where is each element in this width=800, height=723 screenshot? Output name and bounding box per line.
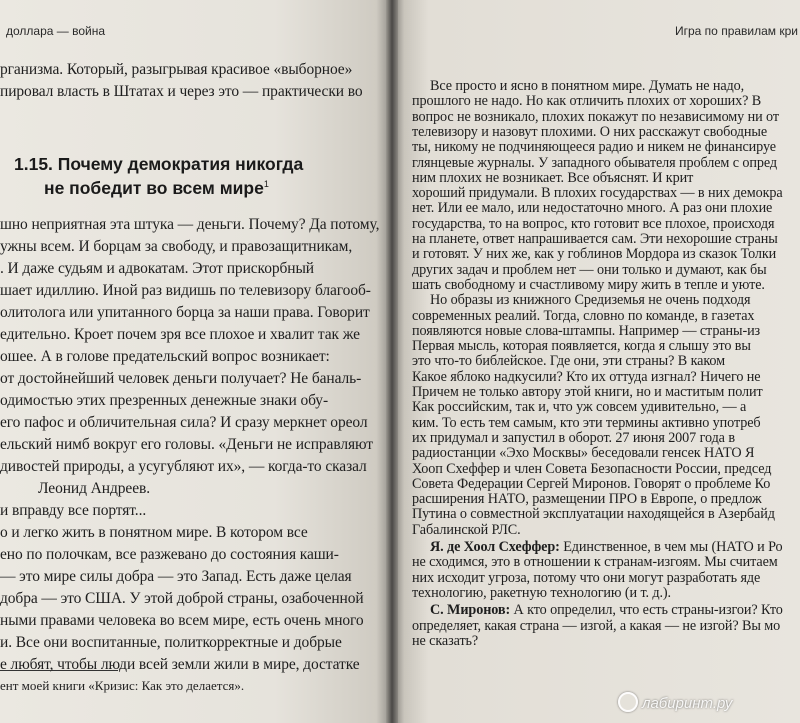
dialog-1-line: Я. де Хоол Схеффер: Единственное, в чем мы (НАТО и Ро xyxy=(430,539,783,555)
text-line: ужны всем. И борцам за свободу, и правозащитникам, xyxy=(0,238,353,255)
book-gutter xyxy=(386,0,398,723)
text-line: добра — это США. У этой доброй страны, озабоченной xyxy=(0,590,364,607)
text-line: их придумал и запустил в оборот. 27 июня 2007 года в xyxy=(412,429,735,446)
text-line: глянцевые журналы. У западного обывателя проблем с опред xyxy=(412,154,778,171)
right-running-head: Игра по правилам кри xyxy=(675,24,798,38)
left-page xyxy=(0,0,392,723)
text-line: рганизма. Который, разыгрывая красивое «выборное» xyxy=(0,61,353,78)
left-running-head: доллара — война xyxy=(6,24,106,38)
text-line: Первая мысль, которая появляется, когда я слышу это вы xyxy=(412,338,751,355)
footnote-marker: 1 xyxy=(263,179,269,190)
text-line: на планете, ответ напрашивается сам. Эти нехорошие страны xyxy=(412,231,778,247)
dialog-2-line: определяет, какая страна — изгой, а какая — не изгой? Вы мо xyxy=(412,617,781,634)
right-page xyxy=(392,0,800,723)
text-line: Как российским, так и, что уж совсем удивительно, — а xyxy=(412,399,747,416)
text-line: шно неприятная эта штука — деньги. Почему? Да потому, xyxy=(0,216,380,233)
text-line: прошлого не надо. Но как отличить плохих от хороших? В xyxy=(412,93,762,110)
text-line: и вправду все портят... xyxy=(0,502,147,519)
dialog-2-line: С. Миронов: А кто определил, что есть страны-изгои? Кто xyxy=(430,602,783,619)
text-line: Габалинской РЛС. xyxy=(412,521,521,538)
text-line: Все просто и ясно в понятном мире. Думать не надо, xyxy=(430,78,745,94)
text-line: это что-то библейское. Где они, эти страны? В каком xyxy=(412,353,726,370)
text-line: шать свободному и счастливому миру жить в тепле и уюте. xyxy=(412,276,765,293)
text-line: олитолога или упитанного борца за наши права. Говорит xyxy=(0,304,370,321)
text-line: — это мире силы добра — это Запад. Есть даже целая xyxy=(0,568,352,585)
text-line: Хооп Схеффер и член Совета Безопасности России, председ xyxy=(412,460,772,477)
text-line: появляются новые слова-штампы. Например — страны-из xyxy=(412,322,761,339)
labirint-watermark: лабиринт.ру xyxy=(618,692,732,712)
text-line: хороший придумали. В плохих государствах — в них демокра xyxy=(412,185,783,202)
text-line: Совета Федерации Сергей Миронов. Говорят о проблеме Ко xyxy=(412,475,771,492)
dialog-1-speaker: Я. де Хоол Схеффер: xyxy=(430,539,560,555)
footnote: ент моей книги «Кризис: Как это делается». xyxy=(0,678,245,693)
footnote-separator xyxy=(0,670,118,671)
dialog-1-line: не сходимся, это в отношении к странам-изгоям. Мы считаем xyxy=(412,554,778,571)
dialog-2-line: не сказать? xyxy=(412,632,479,649)
text-line: телевизору и назовут плохими. О них расскажут свободные xyxy=(412,123,768,140)
text-line: ним плохих не возникает. Все объяснят. И крит xyxy=(412,169,694,186)
text-line: шает идиллию. Иной раз видишь по телевизору благооб- xyxy=(0,282,371,299)
text-line: дивостей природы, а усугубляют их», — когда-то сказал xyxy=(0,458,367,475)
text-line: одимостью этих презренных денежные знаки обу- xyxy=(0,392,329,409)
dialog-2-speaker: С. Миронов: xyxy=(430,602,511,619)
text-line: ено по полочкам, все разжевано до состояния каши- xyxy=(0,546,339,563)
text-line: и. Все они воспитанные, политкорректные и добрые xyxy=(0,634,342,651)
labirint-logo-icon xyxy=(618,692,638,712)
chapter-title-line-2: не победит во всем мире$^1$ xyxy=(44,178,269,198)
text-line: ты, никому не подчиняющееся радио и никем не финансируе xyxy=(412,139,776,156)
text-line: радиостанции «Эхо Москвы» беседовали генсек НАТО Я xyxy=(412,445,755,462)
text-line: ошее. А в голове предательский вопрос возникает: xyxy=(0,348,330,365)
text-line: Путина о совместной эксплуатации находящейся в Азербайд xyxy=(412,506,775,523)
dialog-1-line: них исходит угроза, потому что они могут разработать яде xyxy=(412,569,761,586)
chapter-title: 1.15. Почему демократия никогда xyxy=(14,154,304,174)
dialog-1-line: технологию, ракетную технологию (и т. д.). xyxy=(412,584,672,601)
text-line: . И даже судьям и адвокатам. Этот прискорбный xyxy=(0,260,314,277)
text-line: о и легко жить в понятном мире. В котором все xyxy=(0,524,308,541)
text-line: вопрос не возникало, плохих покажут по независимому ни от xyxy=(412,108,779,125)
text-line: едительно. Кроет почем зря все плохое и хвалит так же xyxy=(0,326,360,343)
text-line: от достойнейший человек деньги получает? Не баналь- xyxy=(0,370,362,387)
text-line: и готовят. У них же, как у гоблинов Мордора из сказок Толки xyxy=(412,246,777,263)
text-line: государства, то на вопрос, кто готовит все плохое, происходя xyxy=(412,215,775,232)
text-line: современных реалий. Тогда, словно по команде, в газетах xyxy=(412,307,755,324)
text-line: нет. Или ее мало, или недостаточно много. А раз они плохие xyxy=(412,200,773,217)
text-line: его пафос и обличительная сила? И сразу меркнет ореол xyxy=(0,414,368,431)
text-line: ными правами человека во всем мире, есть очень много xyxy=(0,612,364,629)
text-line: ким. То есть тем самым, кто эти термины активно употреб xyxy=(412,414,761,431)
text-line: Какое яблоко надкусили? Кто их оттуда изгнал? Ничего не xyxy=(412,368,761,385)
text-line: других задач и проблем нет — они только и думают, как бы xyxy=(412,261,767,278)
text-line: расширения НАТО, размещении ПРО в Европе, о предлож xyxy=(412,491,762,508)
text-line: Причем не только автору этой книги, но и маститым полит xyxy=(412,384,763,400)
text-line: Леонид Андреев. xyxy=(38,480,150,497)
text-line: ельский нимб вокруг его головы. «Деньги не исправляют xyxy=(0,436,373,453)
text-line: пировал власть в Штатах и через это — практически во xyxy=(0,83,363,100)
text-line: Но образы из книжного Средиземья не очень подходя xyxy=(430,292,751,309)
text-line: е любят, чтобы люди всей земли жили в мире, достатке xyxy=(0,656,360,673)
